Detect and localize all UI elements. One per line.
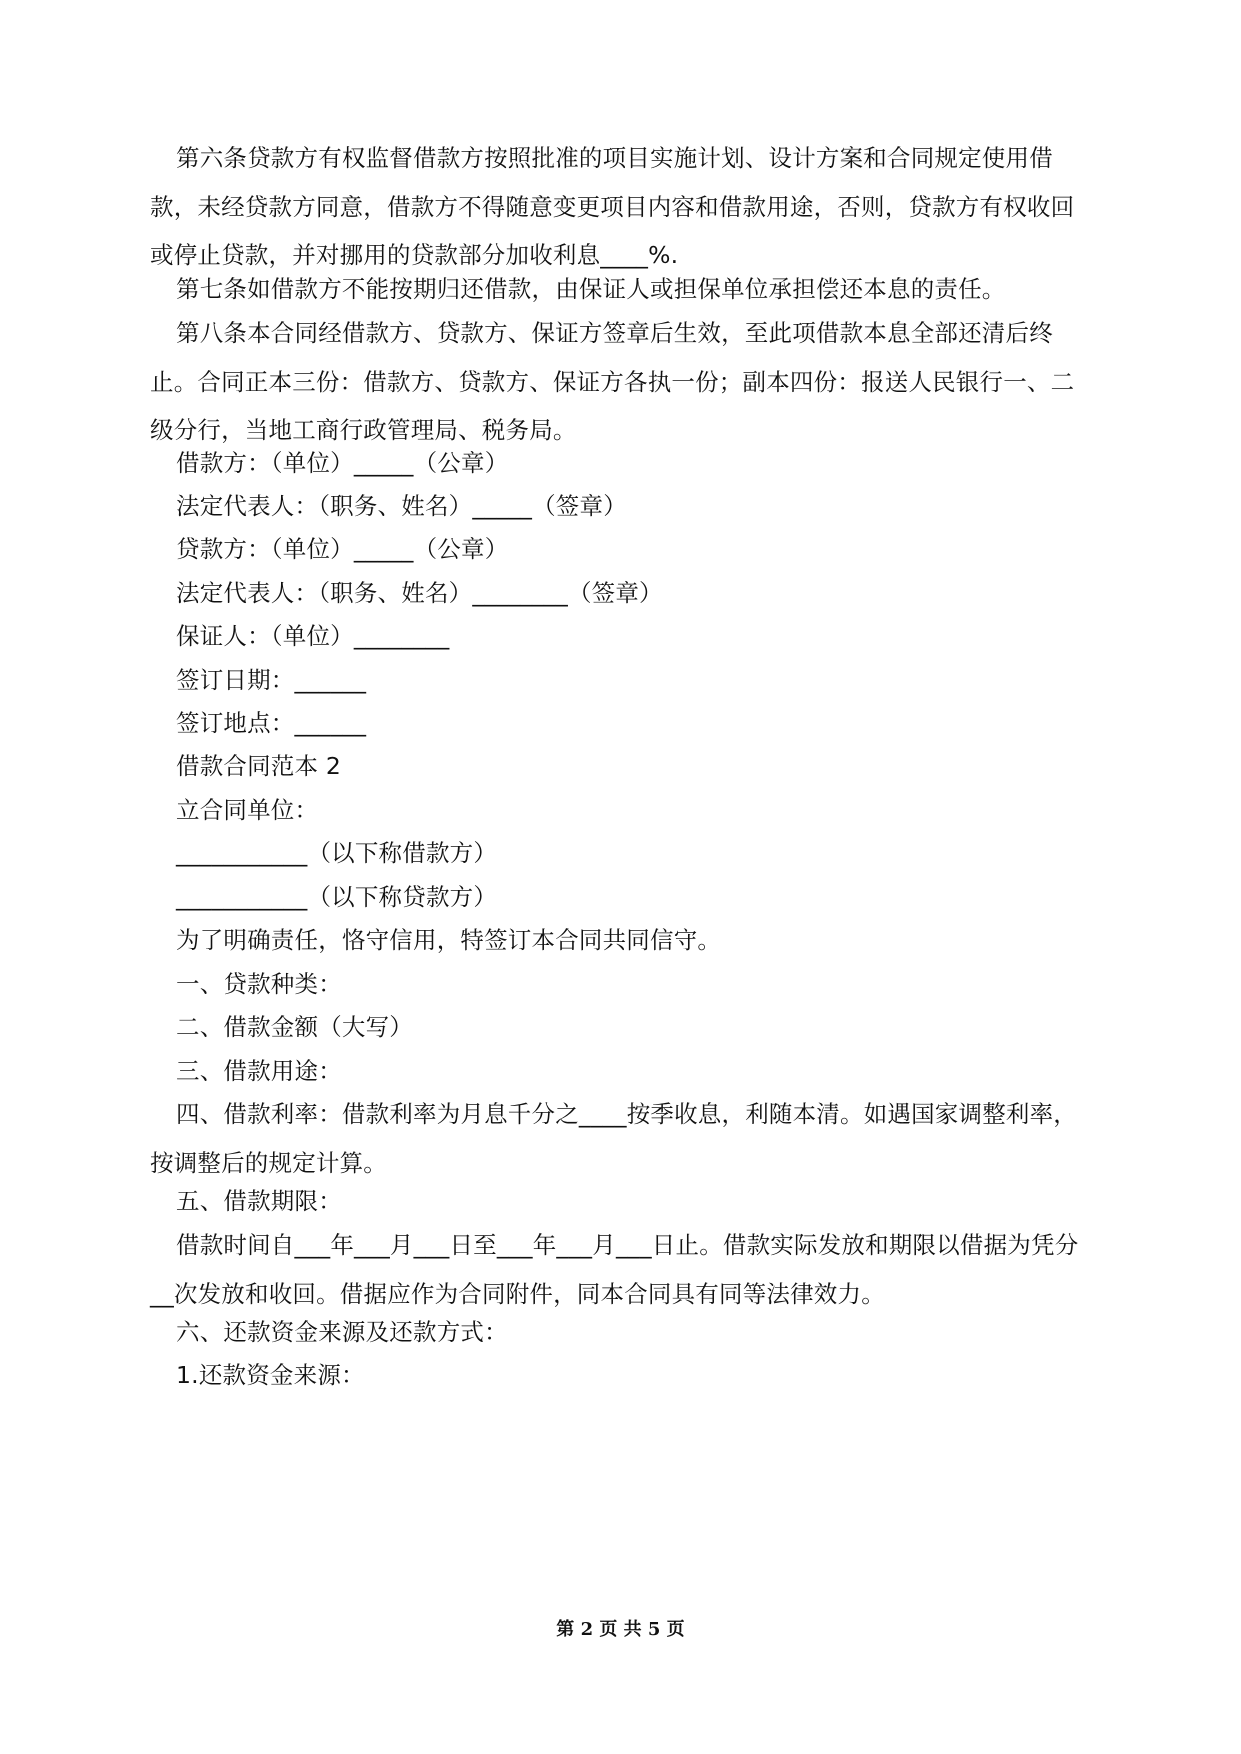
lender-party-line: ___________（以下称贷款方） bbox=[176, 883, 498, 911]
paragraph-article-8: 第八条本合同经借款方、贷款方、保证方签章后生效，至此项借款本息全部还清后终止。合同正本三份：借款方、贷款方、保证方各执一份；副本四份：报送人民银行一、二级分行，当地工商行政管理局、税务局。 bbox=[150, 319, 1075, 444]
signing-date-line: 签订日期：______ bbox=[176, 666, 367, 694]
clause-interest-rate: 四、借款利率：借款利率为月息千分之____按季收息，利随本清。如遇国家调整利率，按调整后的规定计算。 bbox=[150, 1100, 1077, 1177]
clause-loan-purpose: 三、借款用途： bbox=[176, 1057, 342, 1085]
lender-signature-line: 贷款方：（单位）_____（公章） bbox=[176, 535, 509, 563]
repayment-source-item: 1.还款资金来源： bbox=[176, 1361, 365, 1389]
borrower-signature-line: 借款方：（单位）_____（公章） bbox=[176, 449, 509, 477]
clause-repayment: 六、还款资金来源及还款方式： bbox=[176, 1318, 508, 1346]
signing-place-line: 签订地点：______ bbox=[176, 709, 367, 737]
clause-loan-type: 一、贷款种类： bbox=[176, 970, 342, 998]
clause-loan-amount: 二、借款金额（大写） bbox=[176, 1013, 413, 1041]
contract-parties-label: 立合同单位： bbox=[176, 796, 319, 824]
lender-representative-line: 法定代表人：（职务、姓名）________（签章） bbox=[176, 579, 663, 607]
preamble-paragraph: 为了明确责任，恪守信用，特签订本合同共同信守。 bbox=[176, 926, 722, 954]
clause-loan-term: 五、借款期限： bbox=[176, 1187, 342, 1215]
paragraph-article-7: 第七条如借款方不能按期归还借款，由保证人或担保单位承担偿还本息的责任。 bbox=[176, 275, 1006, 303]
section-title: 借款合同范本 2 bbox=[176, 752, 342, 780]
borrower-representative-line: 法定代表人：（职务、姓名）_____（签章） bbox=[176, 492, 627, 520]
borrower-party-line: ___________（以下称借款方） bbox=[176, 839, 498, 867]
guarantor-line: 保证人：（单位）________ bbox=[176, 622, 450, 650]
page-number-footer: 第 2 页 共 5 页 bbox=[556, 1619, 685, 1640]
paragraph-article-6: 第六条贷款方有权监督借款方按照批准的项目实施计划、设计方案和合同规定使用借款，未经贷款方同意，借款方不得随意变更项目内容和借款用途，否则，贷款方有权收回或停止贷款，并对挪用的贷款部分加收利息____%. bbox=[150, 144, 1075, 269]
loan-term-details: 借款时间自___年___月___日至___年___月___日止。借款实际发放和期限以借据为凭分__次发放和收回。借据应作为合同附件，同本合同具有同等法律效力。 bbox=[150, 1231, 1079, 1308]
